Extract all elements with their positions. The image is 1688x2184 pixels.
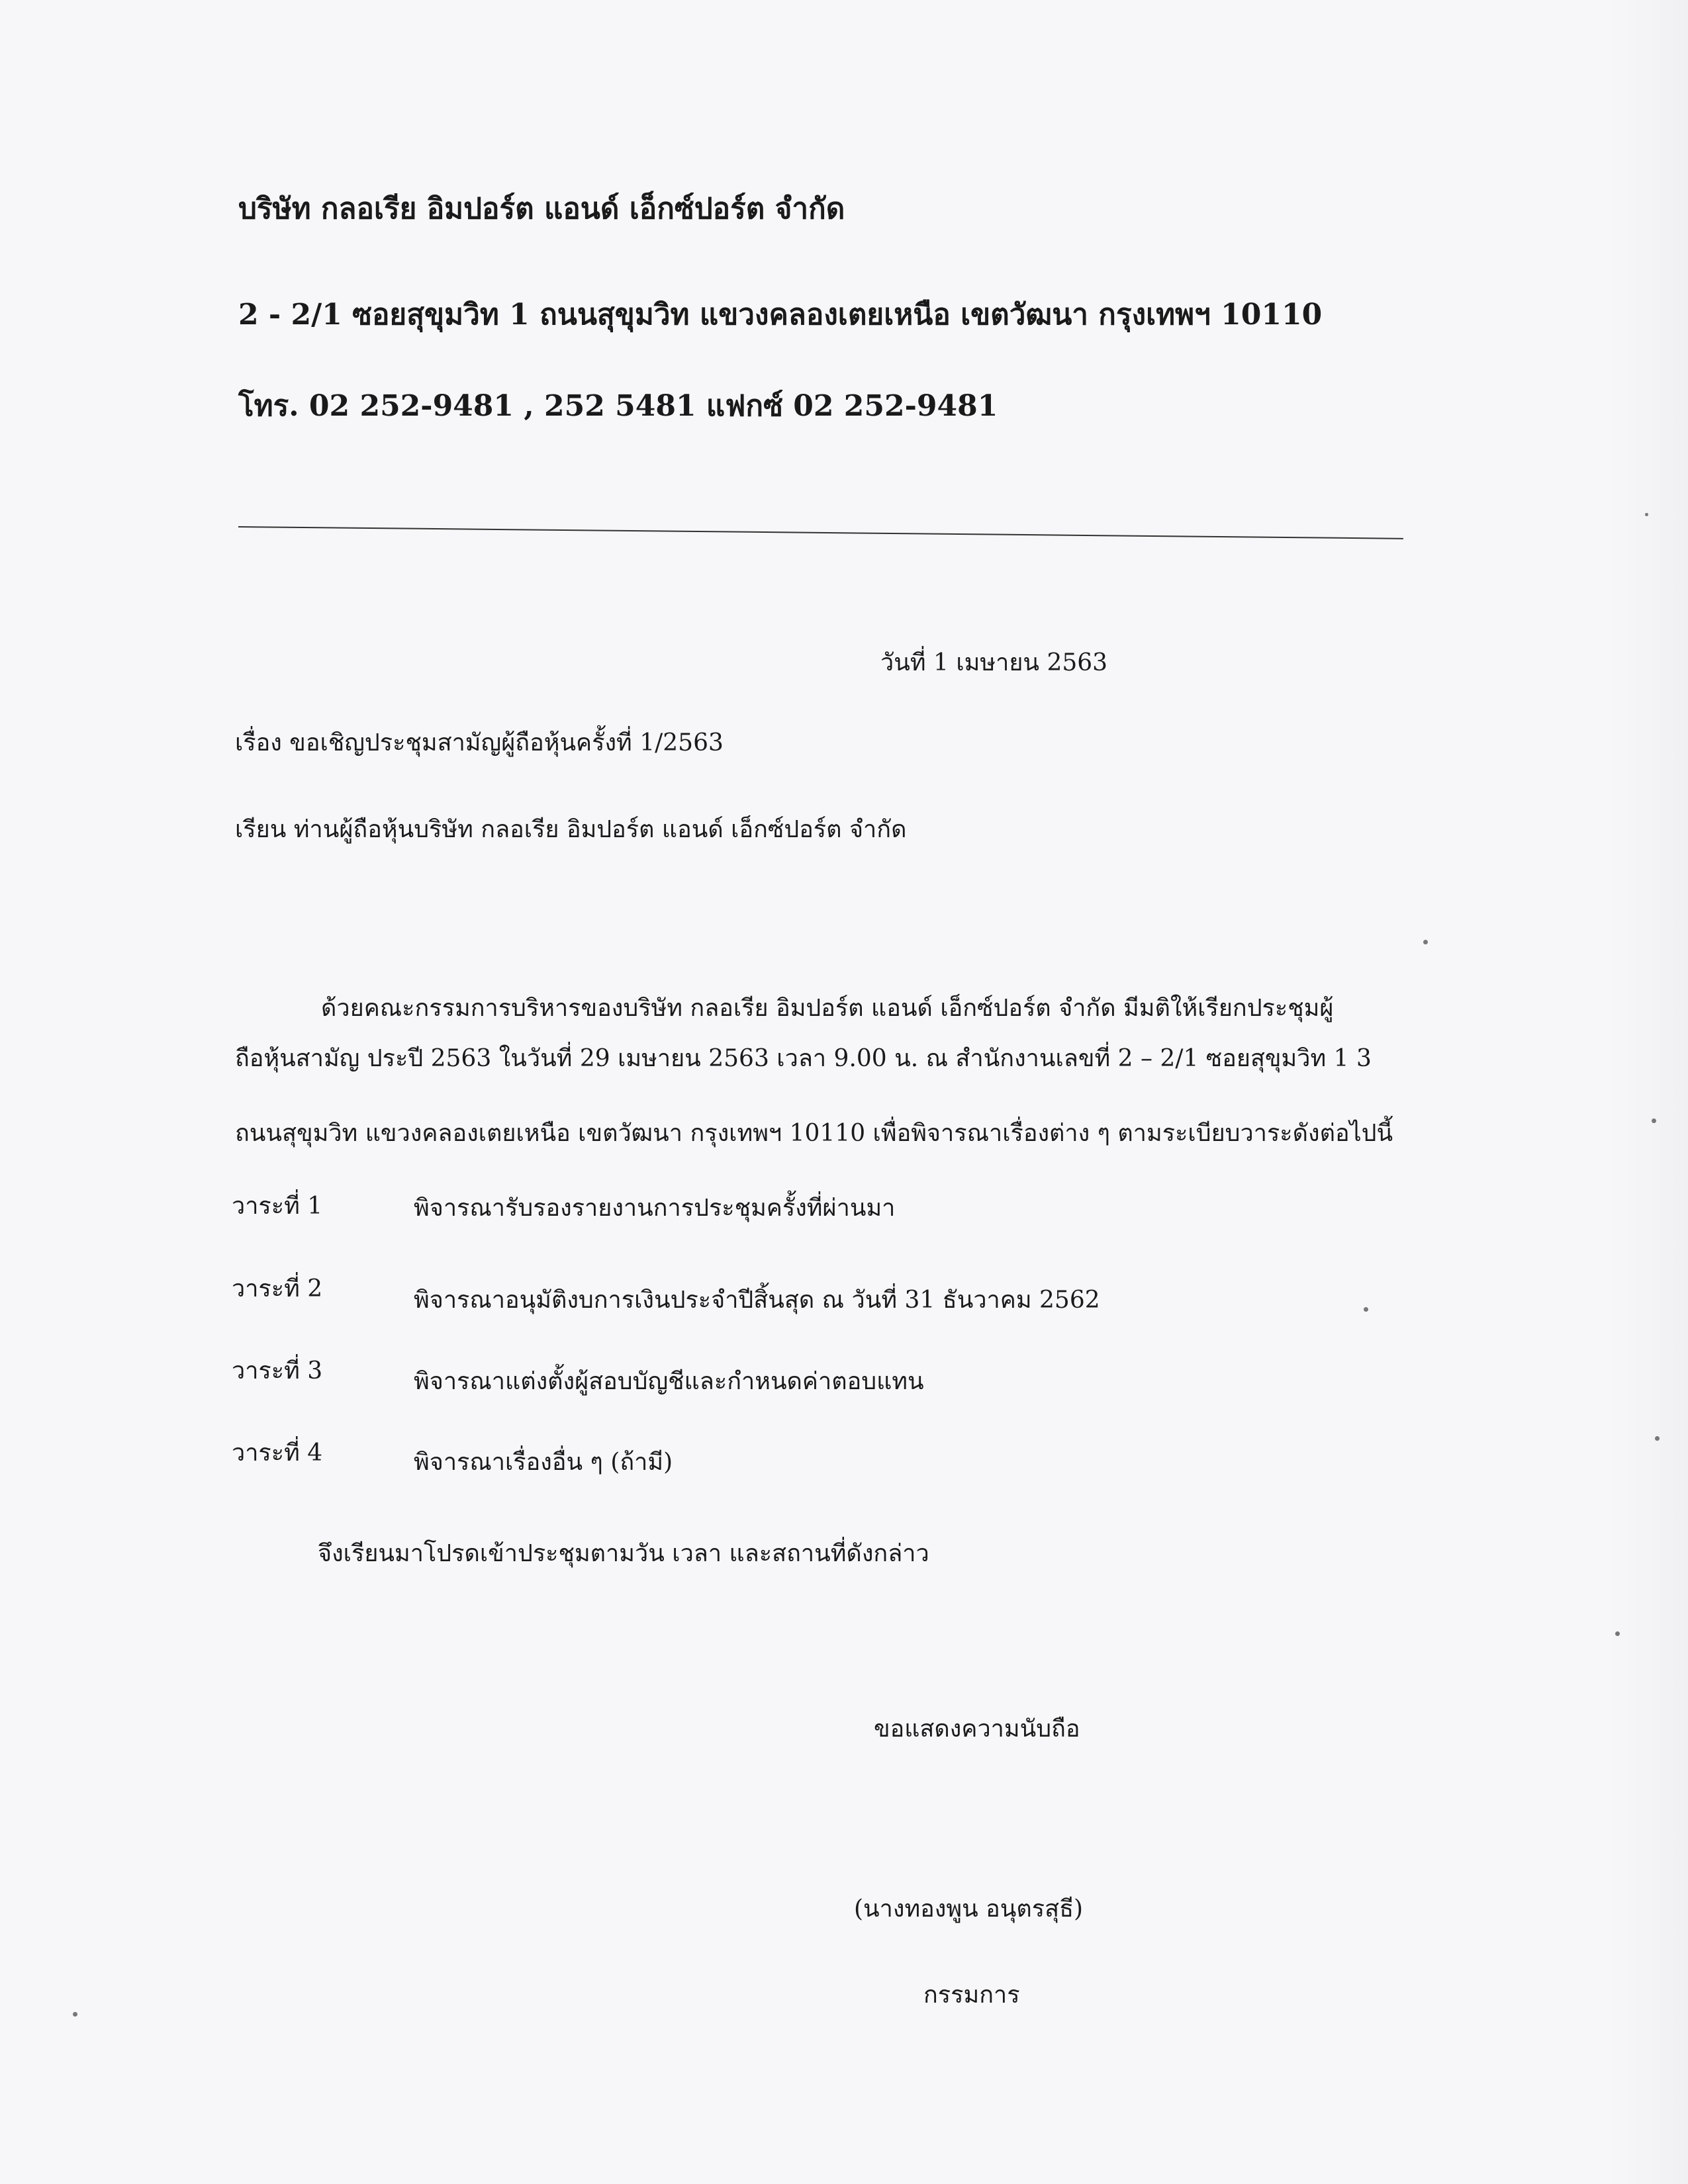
- signature-title: กรรมการ: [923, 1981, 1020, 2009]
- agenda-text-3: พิจารณาแต่งตั้งผู้สอบบัญชีและกำหนดค่าตอบแทน: [414, 1368, 924, 1395]
- company-name: บริษัท กลอเรีย อิมปอร์ต แอนด์ เอ็กซ์ปอร์ต จำกัด: [238, 192, 845, 226]
- letter-salutation: เรียน ท่านผู้ถือหุ้นบริษัท กลอเรีย อิมปอร์ต แอนด์ เอ็กซ์ปอร์ต จำกัด: [235, 816, 907, 843]
- signature-regards: ขอแสดงความนับถือ: [874, 1715, 1080, 1743]
- agenda-text-4: พิจารณาเรื่องอื่น ๆ (ถ้ามี): [414, 1449, 673, 1476]
- agenda-label-1: วาระที่ 1: [232, 1193, 323, 1220]
- scan-speck: [73, 2012, 77, 2017]
- agenda-text-1: พิจารณารับรองรายงานการประชุมครั้งที่ผ่านมา: [414, 1195, 896, 1222]
- scan-speck: [1652, 1118, 1656, 1123]
- body-line-1: ด้วยคณะกรรมการบริหารของบริษัท กลอเรีย อิมปอร์ต แอนด์ เอ็กซ์ปอร์ต จำกัด มีมติให้เรียกประชุมผู้: [321, 995, 1334, 1022]
- body-line-2: ถือหุ้นสามัญ ประปี 2563 ในวันที่ 29 เมษายน 2563 เวลา 9.00 น. ณ สำนักงานเลขที่ 2 – 2/1 ซอยสุขุมวิท 1 3: [235, 1045, 1372, 1072]
- page-edge-shadow: [1609, 0, 1688, 2184]
- scan-speck: [1364, 1307, 1368, 1312]
- company-address: 2 - 2/1 ซอยสุขุมวิท 1 ถนนสุขุมวิท แขวงคลองเตยเหนือ เขตวัฒนา กรุงเทพฯ 10110: [238, 298, 1323, 332]
- scan-speck: [1655, 1436, 1660, 1441]
- signature-name: (นางทองพูน อนุตรสุธี): [854, 1895, 1084, 1923]
- scan-speck: [1615, 1631, 1620, 1636]
- letter-subject: เรื่อง ขอเชิญประชุมสามัญผู้ถือหุ้นครั้งที่ 1/2563: [235, 729, 724, 756]
- company-contact: โทร. 02 252-9481 , 252 5481 แฟกซ์ 02 252-9481: [238, 389, 998, 423]
- agenda-label-4: วาระที่ 4: [232, 1439, 323, 1467]
- agenda-label-2: วาระที่ 2: [232, 1275, 323, 1302]
- agenda-label-3: วาระที่ 3: [232, 1357, 323, 1385]
- letter-date: วันที่ 1 เมษายน 2563: [880, 649, 1108, 676]
- body-line-3: ถนนสุขุมวิท แขวงคลองเตยเหนือ เขตวัฒนา กรุงเทพฯ 10110 เพื่อพิจารณาเรื่องต่าง ๆ ตามระเบียบวาระดังต่อไปนี้: [235, 1120, 1393, 1147]
- closing-line: จึงเรียนมาโปรดเข้าประชุมตามวัน เวลา และสถานที่ดังกล่าว: [318, 1540, 929, 1567]
- scan-speck: [1423, 940, 1428, 944]
- agenda-text-2: พิจารณาอนุมัติงบการเงินประจำปีสิ้นสุด ณ วันที่ 31 ธันวาคม 2562: [414, 1287, 1100, 1314]
- scan-speck: [1645, 513, 1648, 516]
- letterhead-divider: [238, 526, 1403, 539]
